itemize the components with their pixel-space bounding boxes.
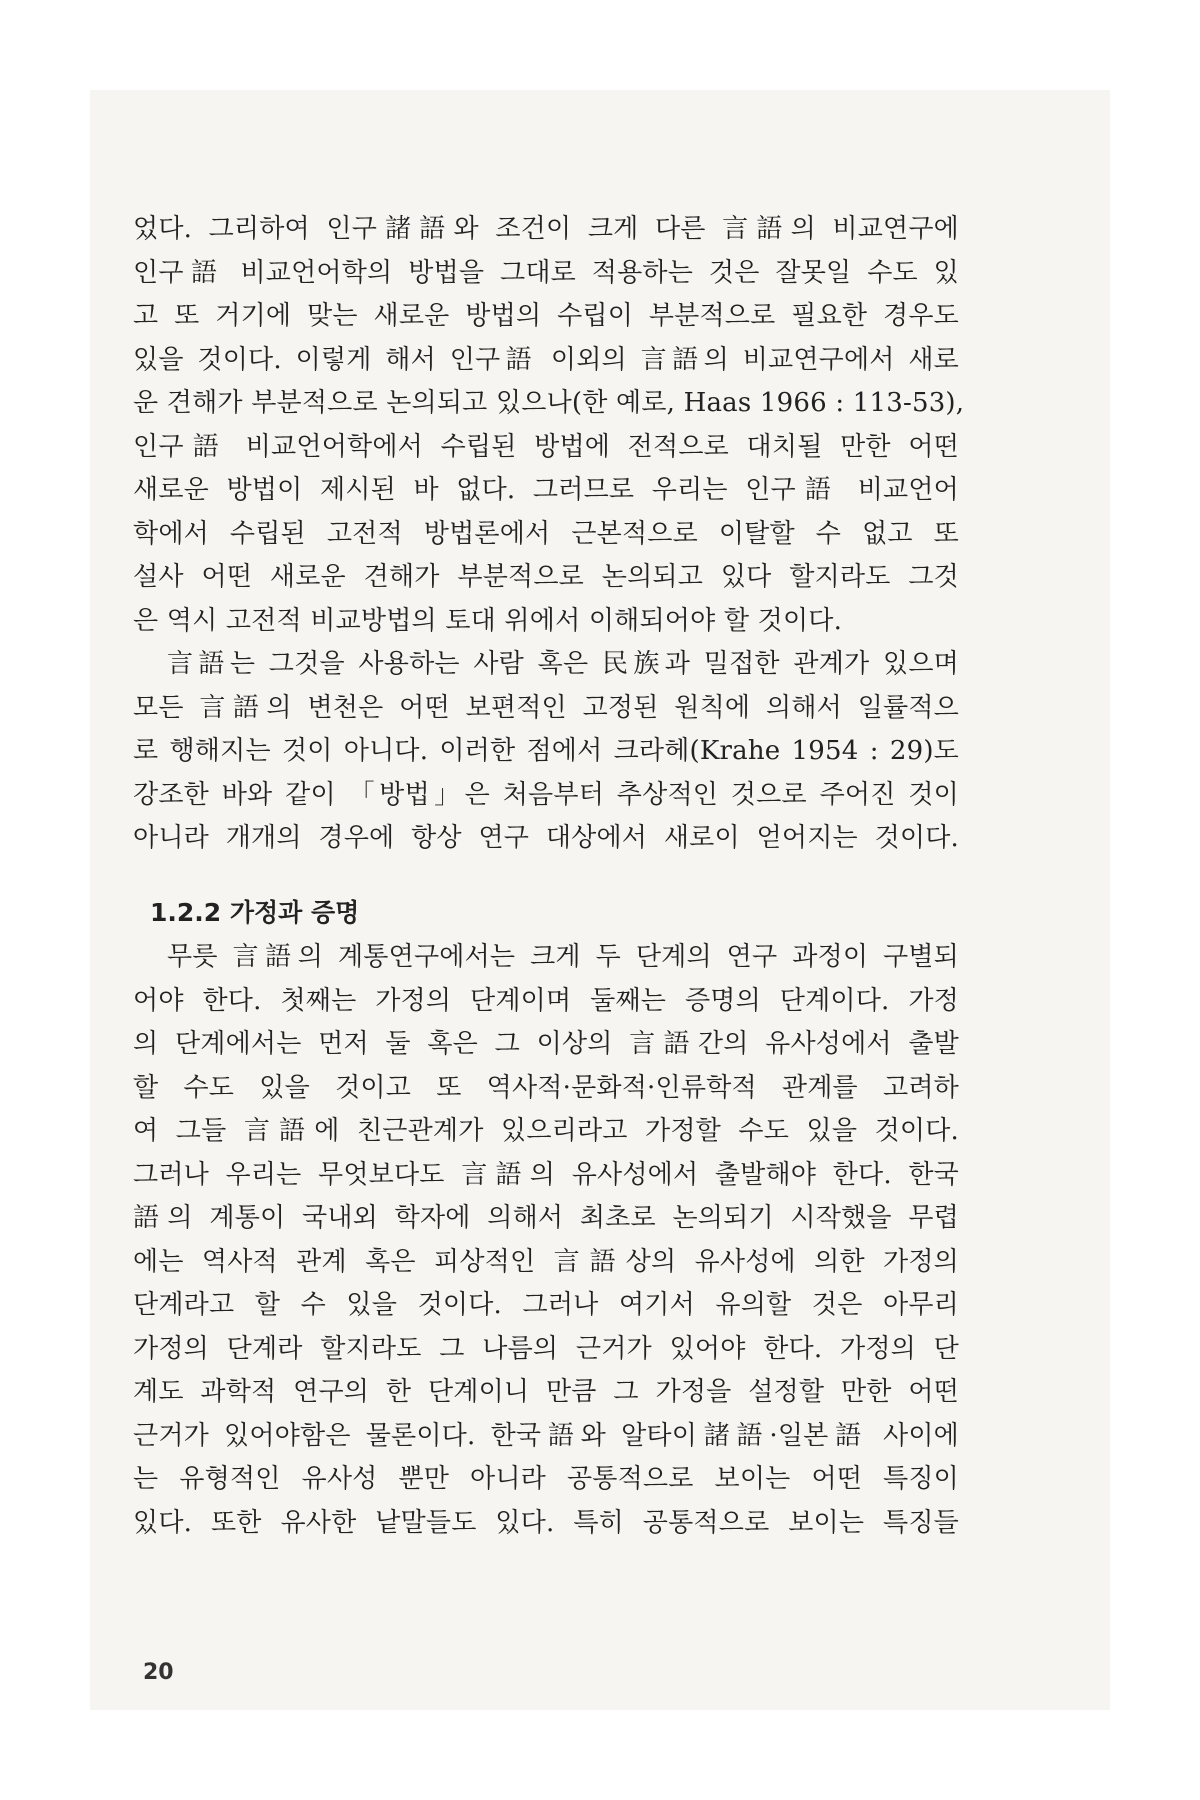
- text-line: 무릇 言語의 계통연구에서는 크게 두 단계의 연구 과정이 구별되: [167, 942, 959, 972]
- text-line: 어야 한다. 첫째는 가정의 단계이며 둘째는 증명의 단계이다. 가정: [133, 985, 959, 1016]
- text-line: 모든 言語의 변천은 어떤 보편적인 고정된 원칙에 의해서 일률적으: [133, 692, 959, 723]
- text-line: 의 단계에서는 먼저 둘 혹은 그 이상의 言語간의 유사성에서 출발: [133, 1029, 959, 1059]
- text-line: 설사 어떤 새로운 견해가 부분적으로 논의되고 있다 할지라도 그것: [133, 562, 959, 592]
- text-line: 있다. 또한 유사한 낱말들도 있다. 특히 공통적으로 보이는 특징들: [133, 1507, 959, 1538]
- text-line: 단계라고 할 수 있을 것이다. 그러나 여기서 유의할 것은 아무리: [133, 1290, 959, 1320]
- text-line: 로 행해지는 것이 아니다. 이러한 점에서 크라헤(Krahe 1954 : 29)도: [133, 736, 959, 766]
- text-line: 근거가 있어야함은 물론이다. 한국語와 알타이諸語·일본語 사이에: [133, 1420, 959, 1451]
- text-line: 語의 계통이 국내외 학자에 의해서 최초로 논의되기 시작했을 무렵: [133, 1203, 959, 1233]
- section-heading: 1.2.2 가정과 증명: [150, 898, 360, 927]
- text-line: 새로운 방법이 제시된 바 없다. 그러므로 우리는 인구語 비교언어: [133, 475, 959, 505]
- text-line: 그러나 우리는 무엇보다도 言語의 유사성에서 출발해야 한다. 한국: [133, 1159, 959, 1190]
- text-line: 여 그들 言語에 친근관계가 있으리라고 가정할 수도 있을 것이다.: [133, 1116, 959, 1146]
- page-number: 20: [143, 1660, 174, 1685]
- text-line: 은 역시 고전적 비교방법의 토대 위에서 이해되어야 할 것이다.: [133, 605, 843, 636]
- text-line: 인구語 비교언어학의 방법을 그대로 적용하는 것은 잘못일 수도 있: [133, 257, 959, 288]
- paragraph-block-1: [133, 208, 965, 861]
- paragraph-block-2: [133, 936, 959, 1545]
- text-line: 는 유형적인 유사성 뿐만 아니라 공통적으로 보이는 어떤 특징이: [133, 1464, 959, 1494]
- text-line: 있을 것이다. 이렇게 해서 인구語 이외의 言語의 비교연구에서 새로: [133, 344, 959, 375]
- text-line: 운 견해가 부분적으로 논의되고 있으나(한 예로, Haas 1966 : 113-53),: [133, 388, 965, 418]
- text-line: 아니라 개개의 경우에 항상 연구 대상에서 새로이 얻어지는 것이다.: [133, 823, 959, 853]
- text-line: 학에서 수립된 고전적 방법론에서 근본적으로 이탈할 수 없고 또: [133, 518, 959, 549]
- text-line: 가정의 단계라 할지라도 그 나름의 근거가 있어야 한다. 가정의 단: [133, 1333, 959, 1364]
- text-line: 강조한 바와 같이 「방법」은 처음부터 추상적인 것으로 주어진 것이: [133, 779, 959, 810]
- text-line: 할 수도 있을 것이고 또 역사적·문화적·인류학적 관계를 고려하: [133, 1072, 959, 1103]
- text-line: 었다. 그리하여 인구諸語와 조건이 크게 다른 言語의 비교연구에: [133, 214, 959, 244]
- text-line: 고 또 거기에 맞는 새로운 방법의 수립이 부분적으로 필요한 경우도: [133, 301, 959, 331]
- text-line: 言語는 그것을 사용하는 사람 혹은 民族과 밀접한 관계가 있으며: [167, 649, 959, 679]
- text-line: 계도 과학적 연구의 한 단계이니 만큼 그 가정을 설정할 만한 어떤: [133, 1377, 959, 1407]
- text-line: 에는 역사적 관계 혹은 피상적인 言語상의 유사성에 의한 가정의: [133, 1246, 959, 1277]
- text-line: 인구語 비교언어학에서 수립된 방법에 전적으로 대치될 만한 어떤: [133, 431, 959, 462]
